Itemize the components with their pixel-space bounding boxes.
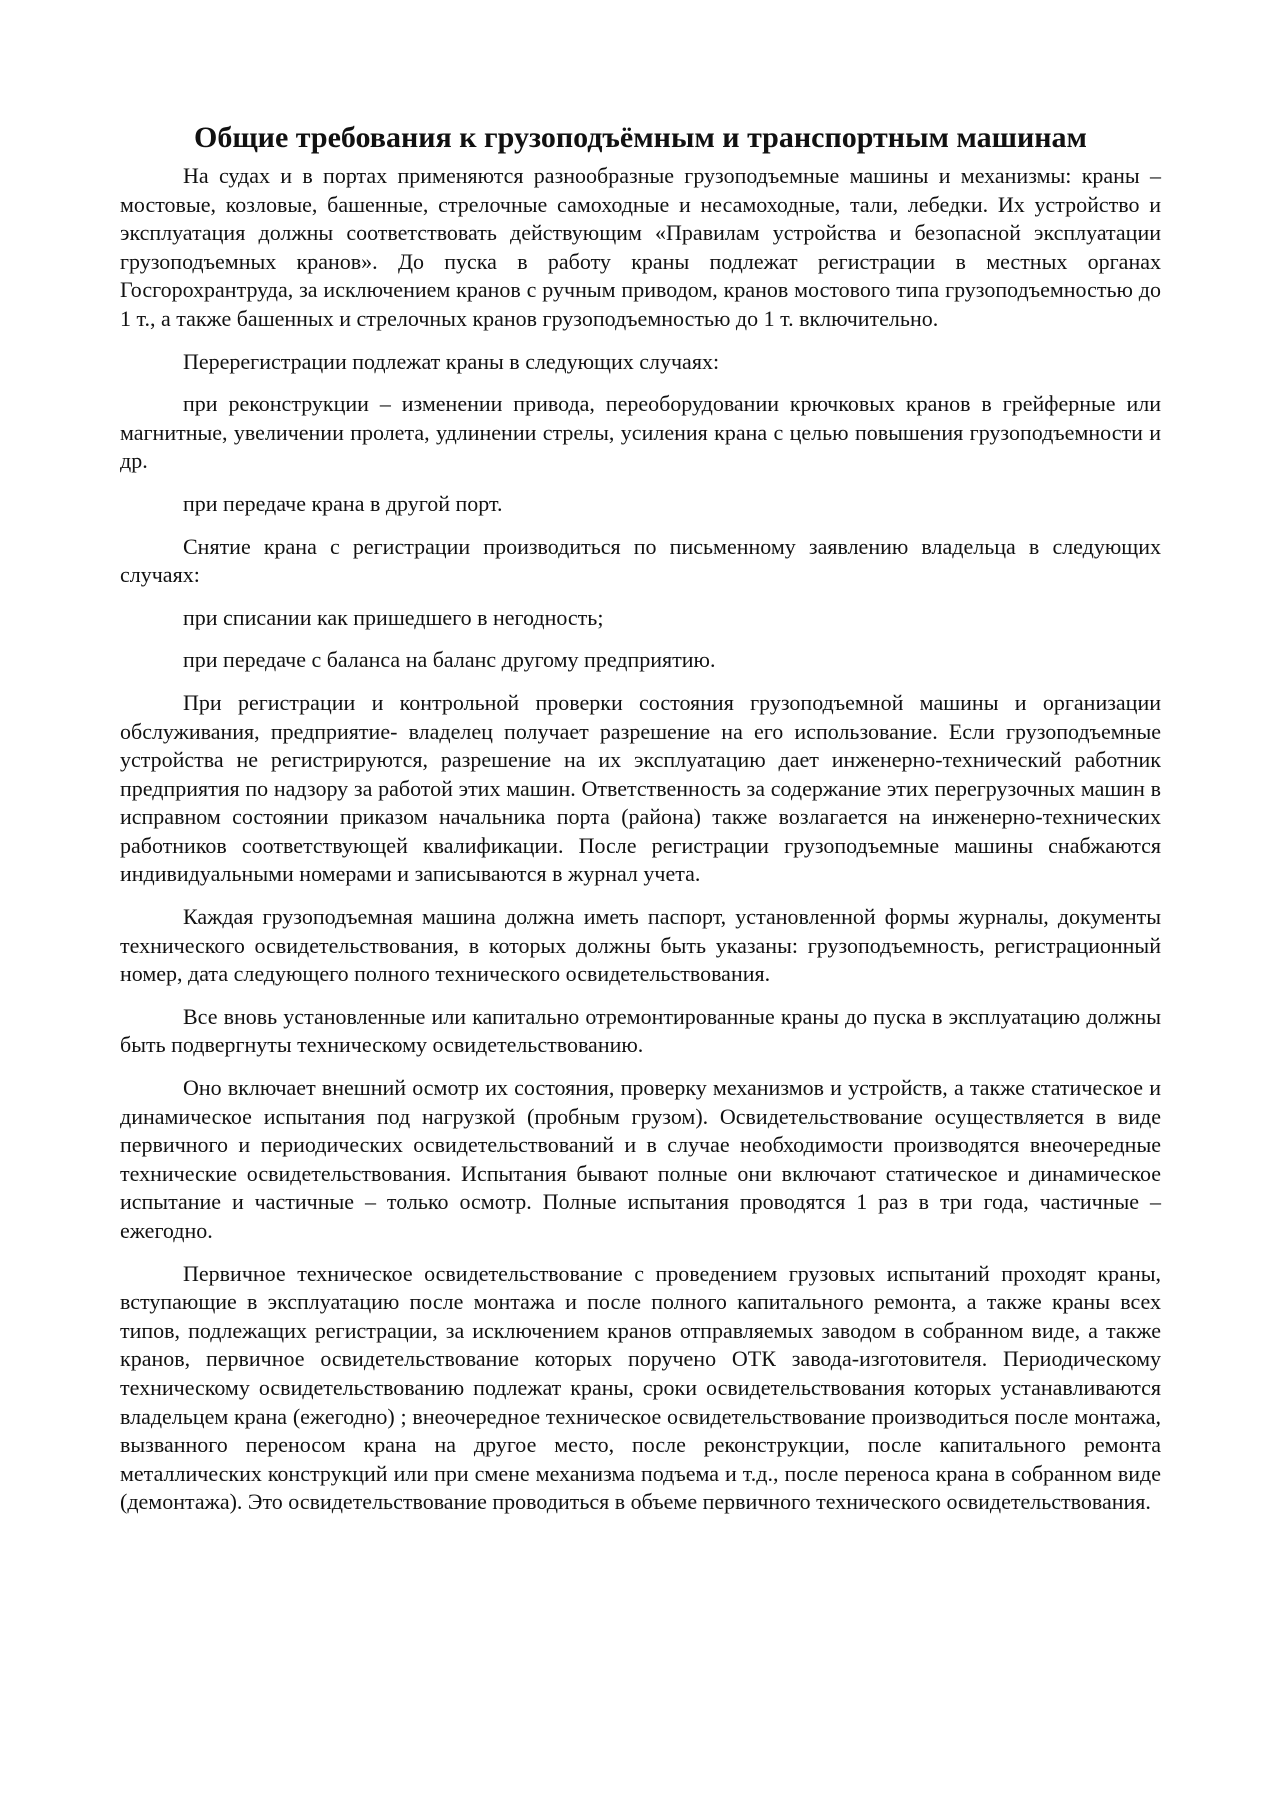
paragraph-balance-transfer-case: при передаче с баланса на баланс другому предприятию.: [183, 647, 716, 673]
paragraph-reregistration-intro: Перерегистрации подлежат краны в следующих случаях:: [183, 348, 720, 374]
paragraph-registration-permission: При регистрации и контрольной проверки состояния грузоподъемной машины и организации обслуживания, предприятие- владелец получает разрешение на его использование. Если грузоподъемные устройства не регистрируются, разрешение на их эксплуатацию дает инженерно-технический работник предприятия по надзору за работой этих машин. Ответственность за содержание этих перегрузочных машин в исправном состоянии приказом начальника порта (района) также возлагается на инженерно-технических работников соответствующей квалификации. После регистрации грузоподъемные машины снабжаются индивидуальными номерами и записываются в журнал учета.: [120, 689, 1161, 887]
document-page: [120, 120, 1161, 1531]
paragraph-passport-requirements: Каждая грузоподъемная машина должна иметь паспорт, установленной формы журналы, документы технического освидетельствования, в которых должны быть указаны: грузоподъемность, регистрационный номер, дата следующего полного технического освидетельствования.: [120, 904, 1161, 987]
document-title: Общие требования к грузоподъёмным и транспортным машинам: [194, 121, 1087, 154]
paragraph-cranes-overview: На судах и в портах применяются разнообразные грузоподъемные машины и механизмы: краны – мостовые, козловые, башенные, стрелочные самоходные и несамоходные, тали, лебедки. Их устройство и эксплуатация должны соответствовать действующим «Правилам устройства и безопасной эксплуатации грузоподъемных кранов». До пуска в работу краны подлежат регистрации в местных органах Госгорохрантруда, за исключением кранов с ручным приводом, кранов мостового типа грузоподъемностью до 1 т., а также башенных и стрелочных кранов грузоподъемностью до 1 т. включительно.: [120, 163, 1161, 331]
paragraph-transfer-port-case: при передаче крана в другой порт.: [183, 490, 503, 516]
paragraph-deregistration-intro: Снятие крана с регистрации производиться по письменному заявлению владельца в следующих случаях:: [120, 533, 1161, 588]
paragraph-write-off-case: при списании как пришедшего в негодность;: [183, 604, 604, 630]
paragraph-reconstruction-case: при реконструкции – изменении привода, переоборудовании крючковых кранов в грейферные или магнитные, увеличении пролета, удлинении стрелы, усиления крана с целью повышения грузоподъемности и др.: [120, 391, 1161, 474]
paragraph-inspection-contents: Оно включает внешний осмотр их состояния, проверку механизмов и устройств, а также статическое и динамическое испытания под нагрузкой (пробным грузом). Освидетельствование осуществляется в виде первичного и периодических освидетельствований и в случае необходимости производятся внеочередные технические освидетельствования. Испытания бывают полные они включают статическое и динамическое испытание и частичные – только осмотр. Полные испытания проводятся 1 раз в три года, частичные – ежегодно.: [120, 1075, 1161, 1243]
paragraph-primary-inspection: Первичное техническое освидетельствование с проведением грузовых испытаний проходят краны, вступающие в эксплуатацию после монтажа и после полного капитального ремонта, а также краны всех типов, подлежащих регистрации, за исключением кранов отправляемых заводом в собранном виде, а также кранов, первичное освидетельствование которых поручено ОТК завода-изготовителя. Периодическому техническому освидетельствованию подлежат краны, сроки освидетельствования которых устанавливаются владельцем крана (ежегодно) ; внеочередное техническое освидетельствование производиться после монтажа, вызванного переносом крана на другое место, после реконструкции, после капитального ремонта металлических конструкций или при смене механизма подъема и т.д., после переноса крана в собранном виде (демонтажа). Это освидетельствование проводиться в объеме первичного технического освидетельствования.: [120, 1260, 1161, 1515]
paragraph-new-cranes-inspection: Все вновь установленные или капитально отремонтированные краны до пуска в эксплуатацию должны быть подвергнуты техническому освидетельствованию.: [120, 1003, 1161, 1058]
